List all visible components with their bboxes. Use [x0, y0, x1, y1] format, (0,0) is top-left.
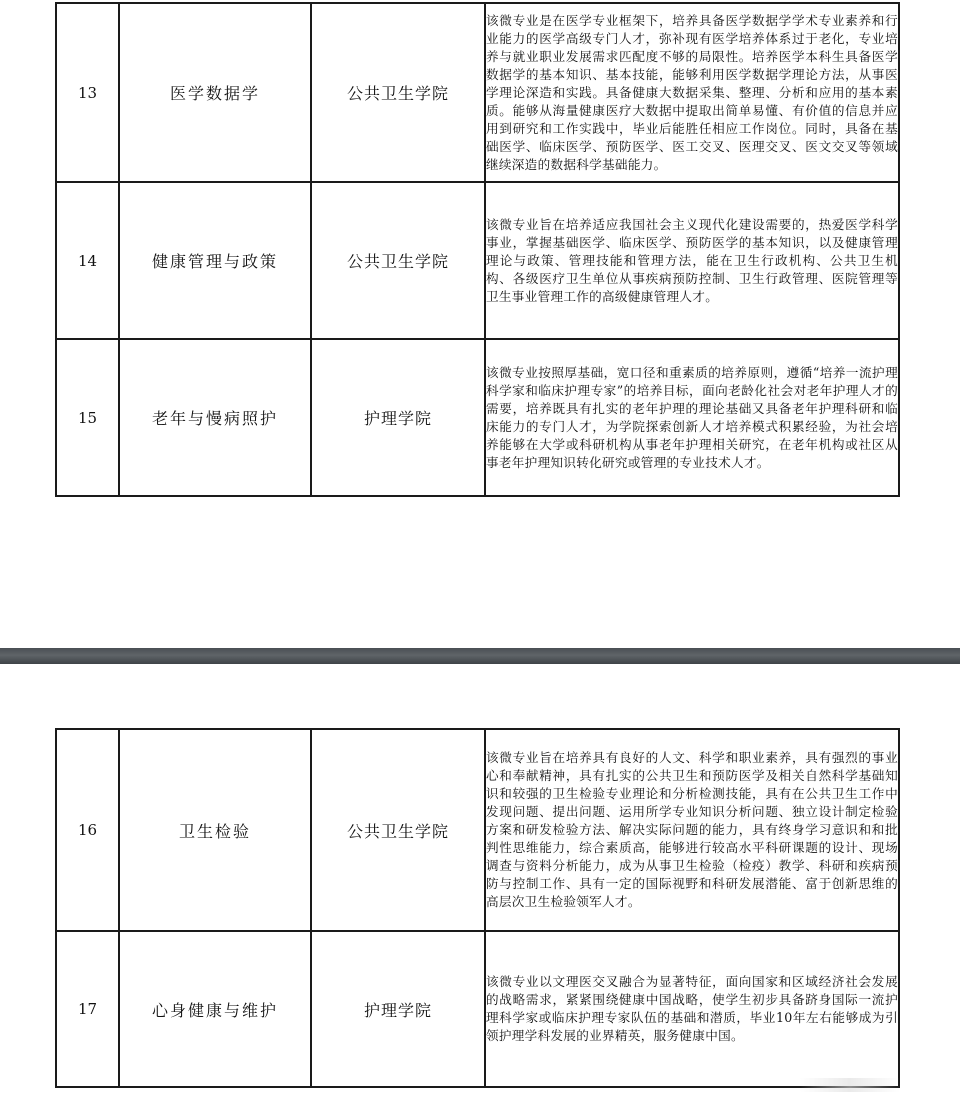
major-description [485, 3, 899, 182]
description-text: 该微专业旨在培养具有良好的人文、科学和职业素养，具有强烈的事业心和奉献精神，具有扎实的公共卫生和预防医学及相关自然科学基础知识和较强的卫生检验专业理论和分析检测技能，具有在公共卫生工作中发现问题、提出问题、运用所学专业知识分析问题、独立设计制定检验方案和研发检验方法、解决实际问题的能力，具有终身学习意识和和批判性思维能力，综合素质高，能够进行较高水平科研课题的设计、现场调查与资料分析能力，成为从事卫生检验（检疫）教学、科研和疾病预防与控制工作、具有一定的国际视野和科研发展潜能、富于创新思维的高层次卫生检验领军人才。 [486, 750, 898, 909]
table-row [56, 339, 899, 496]
school-name: 公共卫生学院 [311, 729, 485, 931]
majors-table-page2 [55, 728, 900, 1088]
description-text: 该微专业以文理医交叉融合为显著特征，面向国家和区域经济社会发展的战略需求，紧紧围绕健康中国战略，使学生初步具备跻身国际一流护理科学家或临床护理专家队伍的基础和潜质，毕业10年左右能够成为引领护理学科发展的业界精英，服务健康中国。 [486, 974, 898, 1043]
major-name: 心身健康与维护 [119, 931, 311, 1087]
description-text: 该微专业按照厚基础，宽口径和重素质的培养原则，遵循“培养一流护理科学家和临床护理专家”的培养目标，面向老龄化社会对老年护理人才的需要，培养既具有扎实的老年护理的理论基础又具备老年护理科研和临床能力的专门人才，为学院探索创新人才培养模式积累经验，为社会培养能够在大学或科研机构从事老年护理相关研究，在老年机构或社区从事老年护理知识转化研究或管理的专业技术人才。 [486, 364, 898, 470]
school-name: 护理学院 [311, 931, 485, 1087]
row-number: 16 [56, 729, 119, 931]
major-name: 老年与慢病照护 [119, 339, 311, 496]
table-row [56, 182, 899, 339]
school-name: 公共卫生学院 [311, 182, 485, 339]
description-text: 该微专业旨在培养适应我国社会主义现代化建设需要的，热爱医学科学事业，掌握基础医学、临床医学、预防医学的基本知识，以及健康管理理论与政策、管理技能和管理方法，能在卫生行政机构、公共卫生机构、各级医疗卫生单位从事疾病预防控制、卫生行政管理、医院管理等卫生事业管理工作的高级健康管理人才。 [486, 216, 898, 304]
major-description [485, 931, 899, 1087]
watermark-smudge [800, 1078, 900, 1092]
majors-table-page1 [55, 2, 900, 497]
school-name: 护理学院 [311, 339, 485, 496]
school-name: 公共卫生学院 [311, 3, 485, 182]
major-name: 卫生检验 [119, 729, 311, 931]
row-number: 15 [56, 339, 119, 496]
table-row [56, 931, 899, 1087]
document-page-bottom [0, 664, 960, 1116]
description-text: 该微专业是在医学专业框架下，培养具备医学数据学学术专业素养和行业能力的医学高级专门人才，弥补现有医学培养体系过于老化，专业培养与就业职业发展需求匹配度不够的局限性。培养医学本科生具备医学数据学的基本知识、基本技能，能够利用医学数据学理论方法，从事医学理论深造和实践。具备健康大数据采集、整理、分析和应用的基本素质。能够从海量健康医疗大数据中提取出简单易懂、有价值的信息并应用到研究和工作实践中，毕业后能胜任相应工作岗位。同时，具备在基础医学、临床医学、预防医学、医工交叉、医理交叉、医文交叉等领域继续深造的数据科学基础能力。 [486, 12, 898, 172]
major-description [485, 729, 899, 931]
major-name: 健康管理与政策 [119, 182, 311, 339]
page-divider [0, 648, 960, 664]
major-description [485, 339, 899, 496]
row-number: 14 [56, 182, 119, 339]
major-name: 医学数据学 [119, 3, 311, 182]
row-number: 13 [56, 3, 119, 182]
row-number: 17 [56, 931, 119, 1087]
major-description [485, 182, 899, 339]
table-row [56, 3, 899, 182]
table-row [56, 729, 899, 931]
